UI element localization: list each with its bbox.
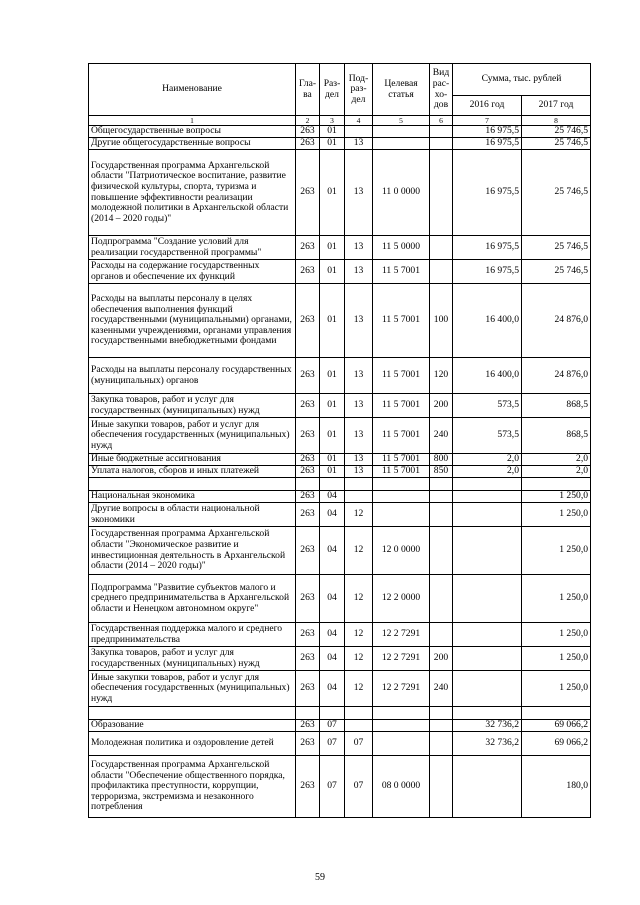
row-razdel: 04 — [320, 503, 345, 527]
row-vid: 240 — [430, 418, 453, 454]
row-glava: 263 — [296, 260, 320, 284]
spacer-cell — [89, 478, 296, 491]
header-name: Наименование — [89, 64, 296, 116]
row-razdel: 01 — [320, 236, 345, 260]
row-vid — [430, 527, 453, 575]
row-razdel: 04 — [320, 527, 345, 575]
table-row — [89, 418, 591, 454]
row-value-2016 — [453, 756, 522, 818]
row-value-2017: 25 746,5 — [522, 236, 591, 260]
row-value-2017: 1 250,0 — [522, 623, 591, 647]
row-glava: 263 — [296, 284, 320, 358]
row-vid: 120 — [430, 358, 453, 394]
row-name: Национальная экономика — [89, 491, 296, 503]
row-value-2016 — [453, 527, 522, 575]
row-glava: 263 — [296, 647, 320, 671]
row-glava: 263 — [296, 454, 320, 466]
row-value-2016: 2,0 — [453, 466, 522, 478]
header-summa: Сумма, тыс. рублей — [453, 64, 591, 96]
row-value-2017: 25 746,5 — [522, 150, 591, 236]
row-value-2016 — [453, 647, 522, 671]
row-podrazdel: 07 — [345, 732, 373, 756]
spacer-cell — [522, 707, 591, 720]
row-celevaya: 12 2 7291 — [373, 623, 430, 647]
table-row — [89, 503, 591, 527]
row-podrazdel: 12 — [345, 623, 373, 647]
table-row — [89, 575, 591, 623]
spacer-cell — [320, 478, 345, 491]
row-glava: 263 — [296, 623, 320, 647]
row-name: Подпрограмма "Развитие субъектов малого и среднего предпринимательства в Архангельской области и Ненецком автономном округе" — [89, 575, 296, 623]
table-row — [89, 236, 591, 260]
row-razdel: 01 — [320, 418, 345, 454]
row-value-2017: 24 876,0 — [522, 358, 591, 394]
row-razdel: 04 — [320, 575, 345, 623]
row-celevaya — [373, 732, 430, 756]
row-podrazdel: 13 — [345, 418, 373, 454]
table-row — [89, 466, 591, 478]
row-celevaya: 12 2 0000 — [373, 575, 430, 623]
spacer-cell — [373, 707, 430, 720]
row-razdel: 01 — [320, 150, 345, 236]
row-value-2016: 16 975,5 — [453, 150, 522, 236]
row-celevaya — [373, 720, 430, 732]
col-number: 5 — [373, 116, 430, 126]
row-celevaya: 11 5 7001 — [373, 394, 430, 418]
row-glava: 263 — [296, 466, 320, 478]
row-name: Другие вопросы в области национальной экономики — [89, 503, 296, 527]
row-glava: 263 — [296, 732, 320, 756]
row-value-2016: 573,5 — [453, 418, 522, 454]
spacer-cell — [373, 478, 430, 491]
row-celevaya: 11 5 7001 — [373, 466, 430, 478]
budget-table — [88, 63, 591, 818]
row-name: Уплата налогов, сборов и иных платежей — [89, 466, 296, 478]
row-vid — [430, 491, 453, 503]
row-podrazdel — [345, 126, 373, 138]
row-razdel: 04 — [320, 647, 345, 671]
row-name: Государственная программа Архангельской области "Обеспечение общественного порядка, профилактика преступности, коррупции, терроризма, экстремизма и незаконного потребления — [89, 756, 296, 818]
spacer-cell — [89, 707, 296, 720]
row-value-2017: 868,5 — [522, 394, 591, 418]
page-number: 59 — [315, 872, 325, 883]
row-name: Молодежная политика и оздоровление детей — [89, 732, 296, 756]
row-name: Другие общегосударственные вопросы — [89, 138, 296, 150]
table-row — [89, 756, 591, 818]
row-value-2017: 25 746,5 — [522, 126, 591, 138]
table-row — [89, 394, 591, 418]
row-razdel: 04 — [320, 491, 345, 503]
row-value-2017: 868,5 — [522, 418, 591, 454]
row-vid — [430, 623, 453, 647]
row-vid — [430, 503, 453, 527]
row-celevaya — [373, 138, 430, 150]
row-glava: 263 — [296, 491, 320, 503]
row-vid: 200 — [430, 647, 453, 671]
row-vid — [430, 756, 453, 818]
table-row — [89, 623, 591, 647]
row-razdel: 01 — [320, 466, 345, 478]
row-celevaya: 12 2 7291 — [373, 671, 430, 707]
row-razdel: 01 — [320, 454, 345, 466]
row-podrazdel: 12 — [345, 503, 373, 527]
header-2016: 2016 год — [453, 96, 522, 116]
spacer-cell — [522, 478, 591, 491]
row-podrazdel: 13 — [345, 454, 373, 466]
row-celevaya: 11 0 0000 — [373, 150, 430, 236]
row-name: Иные закупки товаров, работ и услуг для обеспечения государственных (муниципальных) нужд — [89, 671, 296, 707]
row-glava: 263 — [296, 720, 320, 732]
row-value-2016: 573,5 — [453, 394, 522, 418]
spacer-cell — [296, 707, 320, 720]
spacer-cell — [345, 478, 373, 491]
table-row — [89, 358, 591, 394]
row-celevaya: 11 5 0000 — [373, 236, 430, 260]
row-value-2017: 1 250,0 — [522, 503, 591, 527]
row-glava: 263 — [296, 150, 320, 236]
header-podrazdel: Под- раз- дел — [345, 64, 373, 116]
row-glava: 263 — [296, 236, 320, 260]
spacer-row — [89, 707, 591, 720]
table-row — [89, 671, 591, 707]
row-value-2016: 16 975,5 — [453, 138, 522, 150]
row-name: Расходы на содержание государственных органов и обеспечение их функций — [89, 260, 296, 284]
spacer-row — [89, 478, 591, 491]
row-podrazdel — [345, 720, 373, 732]
row-razdel: 01 — [320, 358, 345, 394]
row-glava: 263 — [296, 138, 320, 150]
row-glava: 263 — [296, 671, 320, 707]
col-number: 4 — [345, 116, 373, 126]
row-value-2016: 16 975,5 — [453, 126, 522, 138]
header-glava: Гла- ва — [296, 64, 320, 116]
row-celevaya: 08 0 0000 — [373, 756, 430, 818]
row-podrazdel: 13 — [345, 284, 373, 358]
row-vid: 800 — [430, 454, 453, 466]
row-value-2017: 69 066,2 — [522, 720, 591, 732]
column-numbers-row — [89, 116, 591, 126]
table-row — [89, 138, 591, 150]
row-value-2017: 1 250,0 — [522, 575, 591, 623]
row-razdel: 01 — [320, 138, 345, 150]
row-razdel: 01 — [320, 126, 345, 138]
row-celevaya — [373, 491, 430, 503]
row-value-2016: 2,0 — [453, 454, 522, 466]
row-podrazdel: 13 — [345, 358, 373, 394]
spacer-cell — [345, 707, 373, 720]
table-row — [89, 150, 591, 236]
row-glava: 263 — [296, 503, 320, 527]
row-value-2017: 1 250,0 — [522, 647, 591, 671]
row-name: Государственная программа Архангельской области "Патриотическое воспитание, развитие физической культуры, спорта, туризма и повышение эффективности реализации молодежной политики в Архангельской области (2014 – 2020 годы)" — [89, 150, 296, 236]
row-value-2017: 2,0 — [522, 466, 591, 478]
row-podrazdel: 13 — [345, 236, 373, 260]
row-name: Закупка товаров, работ и услуг для государственных (муниципальных) нужд — [89, 647, 296, 671]
row-vid — [430, 732, 453, 756]
col-number: 2 — [296, 116, 320, 126]
table-row — [89, 284, 591, 358]
row-value-2016 — [453, 671, 522, 707]
row-razdel: 01 — [320, 284, 345, 358]
row-podrazdel: 13 — [345, 260, 373, 284]
header-celevaya: Целевая статья — [373, 64, 430, 116]
row-glava: 263 — [296, 126, 320, 138]
table-row — [89, 732, 591, 756]
row-glava: 263 — [296, 527, 320, 575]
row-celevaya — [373, 503, 430, 527]
row-vid: 240 — [430, 671, 453, 707]
row-vid: 100 — [430, 284, 453, 358]
table-row — [89, 454, 591, 466]
row-podrazdel: 12 — [345, 527, 373, 575]
row-name: Государственная поддержка малого и среднего предпринимательства — [89, 623, 296, 647]
row-name: Образование — [89, 720, 296, 732]
col-number: 1 — [89, 116, 296, 126]
row-razdel: 07 — [320, 720, 345, 732]
row-podrazdel: 07 — [345, 756, 373, 818]
row-podrazdel: 13 — [345, 466, 373, 478]
table-body — [89, 126, 591, 818]
table-row — [89, 527, 591, 575]
row-value-2017: 25 746,5 — [522, 260, 591, 284]
row-value-2016: 16 975,5 — [453, 236, 522, 260]
row-vid: 850 — [430, 466, 453, 478]
row-value-2016 — [453, 575, 522, 623]
table-row — [89, 126, 591, 138]
row-value-2017: 69 066,2 — [522, 732, 591, 756]
row-value-2017: 1 250,0 — [522, 671, 591, 707]
spacer-cell — [430, 478, 453, 491]
row-vid — [430, 126, 453, 138]
row-value-2016: 32 736,2 — [453, 732, 522, 756]
row-value-2016 — [453, 491, 522, 503]
row-vid: 200 — [430, 394, 453, 418]
row-value-2017: 1 250,0 — [522, 527, 591, 575]
row-name: Государственная программа Архангельской области "Экономическое развитие и инвестиционная деятельность в Архангельской области (2014 – 2020 годы)" — [89, 527, 296, 575]
header-vid: Вид рас- хо- дов — [430, 64, 453, 116]
row-celevaya: 11 5 7001 — [373, 358, 430, 394]
row-glava: 263 — [296, 394, 320, 418]
row-glava: 263 — [296, 575, 320, 623]
row-podrazdel: 13 — [345, 150, 373, 236]
row-name: Расходы на выплаты персоналу государственных (муниципальных) органов — [89, 358, 296, 394]
row-vid — [430, 720, 453, 732]
row-podrazdel: 13 — [345, 138, 373, 150]
row-value-2017: 25 746,5 — [522, 138, 591, 150]
row-name: Подпрограмма "Создание условий для реализации государственной программы" — [89, 236, 296, 260]
row-podrazdel: 12 — [345, 671, 373, 707]
table-row — [89, 720, 591, 732]
row-glava: 263 — [296, 358, 320, 394]
col-number: 6 — [430, 116, 453, 126]
row-celevaya — [373, 126, 430, 138]
row-celevaya: 11 5 7001 — [373, 454, 430, 466]
row-celevaya: 11 5 7001 — [373, 284, 430, 358]
row-value-2017: 24 876,0 — [522, 284, 591, 358]
row-razdel: 04 — [320, 623, 345, 647]
row-value-2016 — [453, 623, 522, 647]
row-value-2016: 32 736,2 — [453, 720, 522, 732]
row-name: Закупка товаров, работ и услуг для государственных (муниципальных) нужд — [89, 394, 296, 418]
spacer-cell — [453, 707, 522, 720]
row-name: Расходы на выплаты персоналу в целях обеспечения выполнения функций государственными (муниципальными) органами, казенными учреждениями, органами управления государственными внебюджетными фондами — [89, 284, 296, 358]
row-value-2016 — [453, 503, 522, 527]
row-razdel: 04 — [320, 671, 345, 707]
row-name: Общегосударственные вопросы — [89, 126, 296, 138]
header-razdel: Раз- дел — [320, 64, 345, 116]
row-glava: 263 — [296, 418, 320, 454]
row-celevaya: 12 2 7291 — [373, 647, 430, 671]
row-celevaya: 12 0 0000 — [373, 527, 430, 575]
table-row — [89, 491, 591, 503]
row-value-2017: 2,0 — [522, 454, 591, 466]
col-number: 7 — [453, 116, 522, 126]
row-podrazdel — [345, 491, 373, 503]
row-razdel: 07 — [320, 756, 345, 818]
row-podrazdel: 12 — [345, 575, 373, 623]
spacer-cell — [430, 707, 453, 720]
table-row — [89, 647, 591, 671]
row-vid — [430, 150, 453, 236]
row-vid — [430, 138, 453, 150]
row-razdel: 01 — [320, 394, 345, 418]
row-value-2017: 1 250,0 — [522, 491, 591, 503]
row-value-2017: 180,0 — [522, 756, 591, 818]
row-glava: 263 — [296, 756, 320, 818]
row-celevaya: 11 5 7001 — [373, 260, 430, 284]
table-row — [89, 260, 591, 284]
col-number: 3 — [320, 116, 345, 126]
col-number: 8 — [522, 116, 591, 126]
row-podrazdel: 12 — [345, 647, 373, 671]
row-name: Иные бюджетные ассигнования — [89, 454, 296, 466]
row-razdel: 07 — [320, 732, 345, 756]
row-value-2016: 16 975,5 — [453, 260, 522, 284]
row-value-2016: 16 400,0 — [453, 284, 522, 358]
spacer-cell — [296, 478, 320, 491]
row-vid — [430, 260, 453, 284]
row-podrazdel: 13 — [345, 394, 373, 418]
row-value-2016: 16 400,0 — [453, 358, 522, 394]
spacer-cell — [453, 478, 522, 491]
header-2017: 2017 год — [522, 96, 591, 116]
spacer-cell — [320, 707, 345, 720]
row-vid — [430, 236, 453, 260]
row-celevaya: 11 5 7001 — [373, 418, 430, 454]
row-razdel: 01 — [320, 260, 345, 284]
row-vid — [430, 575, 453, 623]
row-name: Иные закупки товаров, работ и услуг для обеспечения государственных (муниципальных) нужд — [89, 418, 296, 454]
